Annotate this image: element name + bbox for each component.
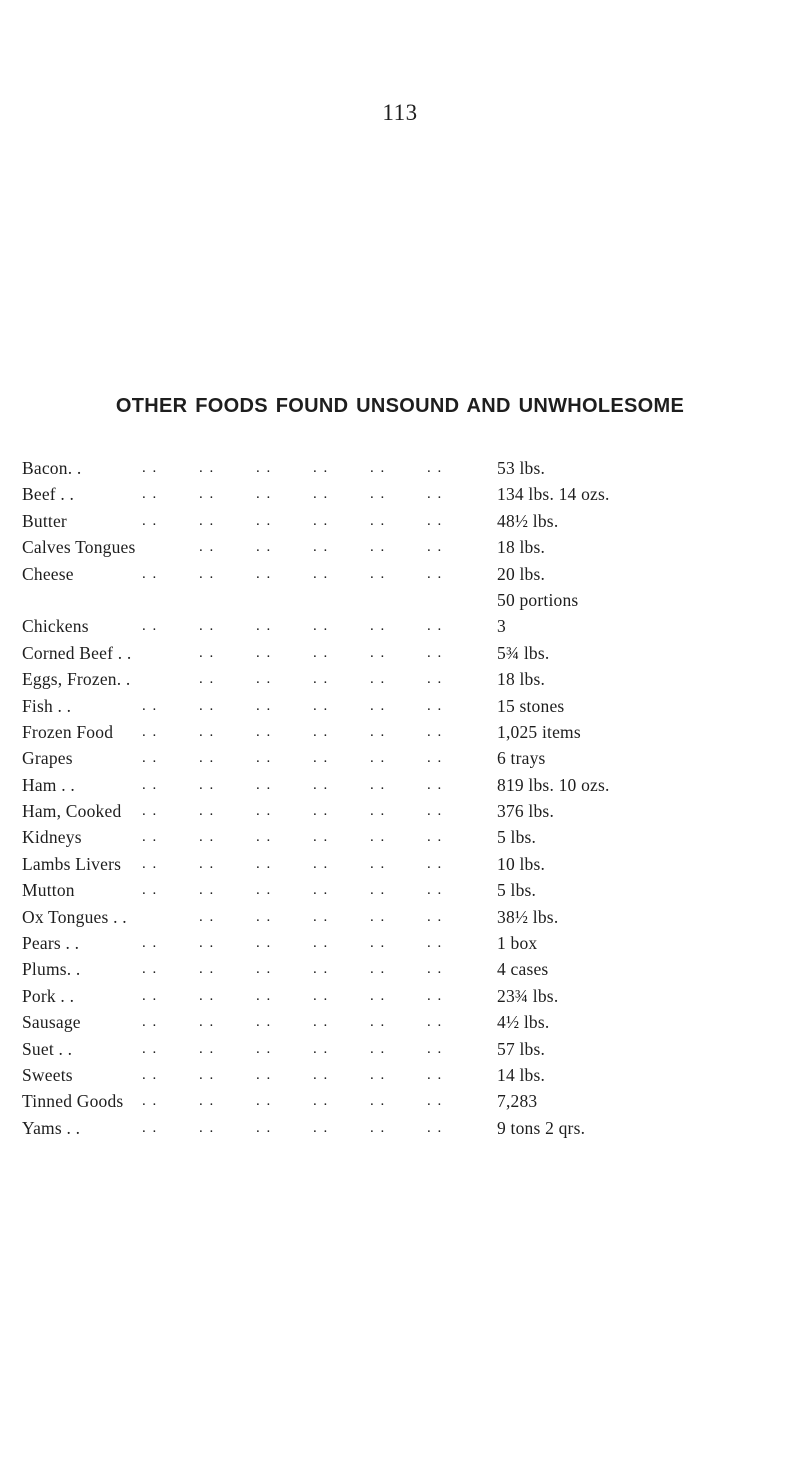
food-item-quantity: [497, 1036, 545, 1062]
food-item-quantity: [497, 1062, 545, 1088]
food-item-quantity: [497, 508, 558, 534]
table-row: [22, 693, 782, 719]
food-item-name: Grapes: [22, 748, 73, 769]
dot-leader: . . . . . . . . . . . .: [142, 882, 443, 899]
dot-leader: . . . . . . . . . . . .: [142, 803, 443, 820]
table-row: [22, 798, 782, 824]
table-row: [22, 930, 782, 956]
table-row: [22, 745, 782, 771]
table-row: [22, 877, 782, 903]
table-row: [22, 1088, 782, 1114]
food-item-name: Sausage: [22, 1012, 81, 1033]
table-row: [22, 824, 782, 850]
dot-leader: . . . . . . . . . . . .: [142, 460, 443, 476]
food-item-quantity: [497, 613, 506, 639]
quantity-line: 15 stones: [497, 695, 565, 716]
table-row: [22, 561, 782, 614]
dot-leader: . . . . . . . . . . . .: [142, 1119, 443, 1136]
table-row: [22, 719, 782, 745]
quantity-line: 14 lbs.: [497, 1065, 546, 1085]
table-row: [22, 481, 782, 507]
food-item-quantity: [497, 455, 545, 481]
food-item-quantity: [497, 930, 537, 956]
dot-leader: . . . . . . . . . . . .: [142, 776, 443, 793]
food-item-quantity: [497, 772, 610, 798]
table-row: [22, 1062, 782, 1088]
quantity-line: 20 lbs.: [497, 563, 546, 584]
food-item-name: Butter: [22, 510, 67, 531]
quantity-line: 9 tons 2 qrs.: [497, 1117, 586, 1138]
food-item-quantity: [497, 904, 558, 930]
dot-leader: . . . . . . . . . .: [199, 644, 443, 661]
dot-leader: . . . . . . . . . . . .: [142, 723, 443, 740]
food-item-name: Mutton: [22, 880, 75, 901]
food-item-quantity: [497, 534, 545, 560]
food-item-name: Beef . .: [22, 484, 75, 505]
table-row: [22, 851, 782, 877]
quantity-line: 53 lbs.: [497, 458, 546, 478]
dot-leader: . . . . . . . . . . . .: [142, 987, 443, 1004]
table-row: [22, 1036, 782, 1062]
food-item-name: Ox Tongues . .: [22, 906, 127, 927]
dot-leader: . . . . . . . . . . . .: [142, 1093, 443, 1110]
table-row: [22, 1009, 782, 1035]
food-item-quantity: [497, 1088, 537, 1114]
table-row: [22, 772, 782, 798]
dot-leader: . . . . . . . . . . . .: [142, 565, 443, 582]
quantity-line: 4 cases: [497, 959, 549, 980]
food-item-quantity: [497, 666, 545, 692]
dot-leader: . . . . . . . . . . . .: [142, 486, 443, 503]
table-row: [22, 1115, 782, 1141]
food-item-quantity: [497, 824, 536, 850]
table-row: [22, 455, 782, 481]
table-row: [22, 534, 782, 560]
food-table: [22, 455, 782, 1141]
quantity-line: 4½ lbs.: [497, 1012, 550, 1033]
food-item-name: Plums. .: [22, 959, 81, 980]
food-item-quantity: [497, 983, 558, 1009]
food-item-name: Pears . .: [22, 933, 80, 954]
food-item-quantity: [497, 640, 549, 666]
table-row: [22, 640, 782, 666]
food-item-quantity: [497, 851, 545, 877]
food-item-quantity: [497, 745, 546, 771]
food-item-name: Tinned Goods: [22, 1091, 124, 1112]
food-item-name: Sweets: [22, 1065, 73, 1085]
table-row: [22, 508, 782, 534]
food-item-quantity: [497, 693, 564, 719]
food-item-name: Frozen Food: [22, 721, 114, 742]
quantity-line: 48½ lbs.: [497, 510, 559, 531]
food-item-quantity: [497, 877, 536, 903]
dot-leader: . . . . . . . . . . . .: [142, 961, 443, 978]
food-item-name: Kidneys: [22, 827, 82, 848]
table-row: [22, 983, 782, 1009]
food-item-name: Corned Beef . .: [22, 642, 132, 663]
food-item-name: Suet . .: [22, 1038, 73, 1059]
food-item-quantity: [497, 798, 554, 824]
quantity-line: 1,025 items: [497, 721, 581, 742]
dot-leader: . . . . . . . . . .: [199, 908, 443, 925]
quantity-line: 7,283: [497, 1091, 538, 1112]
quantity-line: 10 lbs.: [497, 853, 546, 874]
food-item-quantity: [497, 1009, 549, 1035]
food-item-quantity: [497, 719, 581, 745]
food-item-name: Cheese: [22, 563, 74, 584]
dot-leader: . . . . . . . . . . . .: [142, 697, 443, 714]
quantity-line: 1 box: [497, 933, 538, 954]
food-item-name: Pork . .: [22, 985, 75, 1006]
food-item-quantity: [497, 561, 578, 614]
food-item-name: Lambs Livers: [22, 853, 122, 874]
dot-leader: . . . . . . . . . . . .: [142, 829, 443, 846]
food-item-name: Chickens: [22, 616, 89, 637]
food-item-quantity: [497, 481, 610, 507]
quantity-line: 38½ lbs.: [497, 906, 559, 927]
quantity-line: 18 lbs.: [497, 537, 546, 558]
dot-leader: . . . . . . . . . . . .: [142, 512, 443, 529]
dot-leader: . . . . . . . . . .: [199, 539, 443, 556]
quantity-line: 5¾ lbs.: [497, 642, 550, 663]
quantity-line: 57 lbs.: [497, 1038, 546, 1059]
quantity-line: 819 lbs. 10 ozs.: [497, 774, 610, 795]
quantity-line: 5 lbs.: [497, 880, 537, 901]
quantity-line: 18 lbs.: [497, 669, 546, 690]
food-item-name: Yams . .: [22, 1117, 81, 1138]
table-row: [22, 666, 782, 692]
quantity-line: 376 lbs.: [497, 801, 555, 822]
food-item-name: Ham, Cooked: [22, 801, 122, 822]
page-number: 113: [382, 100, 418, 125]
dot-leader: . . . . . . . . . . . .: [142, 855, 443, 872]
dot-leader: . . . . . . . . . . . .: [142, 1040, 443, 1057]
food-item-name: Calves Tongues: [22, 537, 136, 558]
quantity-line: 23¾ lbs.: [497, 985, 559, 1006]
quantity-line: 6 trays: [497, 748, 546, 769]
table-row: [22, 956, 782, 982]
quantity-line: 3: [497, 616, 506, 637]
food-item-name: Fish . .: [22, 695, 72, 716]
dot-leader: . . . . . . . . . . . .: [142, 750, 443, 767]
quantity-line: 50 portions: [497, 589, 579, 610]
food-item-name: Bacon. .: [22, 458, 82, 478]
page-title: OTHER FOODS FOUND UNSOUND AND UNWHOLESOME: [115, 395, 685, 417]
dot-leader: . . . . . . . . . . . .: [142, 935, 443, 952]
table-row: [22, 904, 782, 930]
food-item-name: Ham . .: [22, 774, 75, 795]
food-item-quantity: [497, 1115, 585, 1141]
dot-leader: . . . . . . . . . . . .: [142, 1067, 443, 1083]
dot-leader: . . . . . . . . . . . .: [142, 1014, 443, 1031]
quantity-line: 5 lbs.: [497, 827, 537, 848]
dot-leader: . . . . . . . . . .: [199, 671, 443, 688]
food-item-quantity: [497, 956, 548, 982]
dot-leader: . . . . . . . . . . . .: [142, 618, 443, 635]
food-item-name: Eggs, Frozen. .: [22, 669, 131, 690]
table-row: [22, 613, 782, 639]
quantity-line: 134 lbs. 14 ozs.: [497, 484, 610, 505]
